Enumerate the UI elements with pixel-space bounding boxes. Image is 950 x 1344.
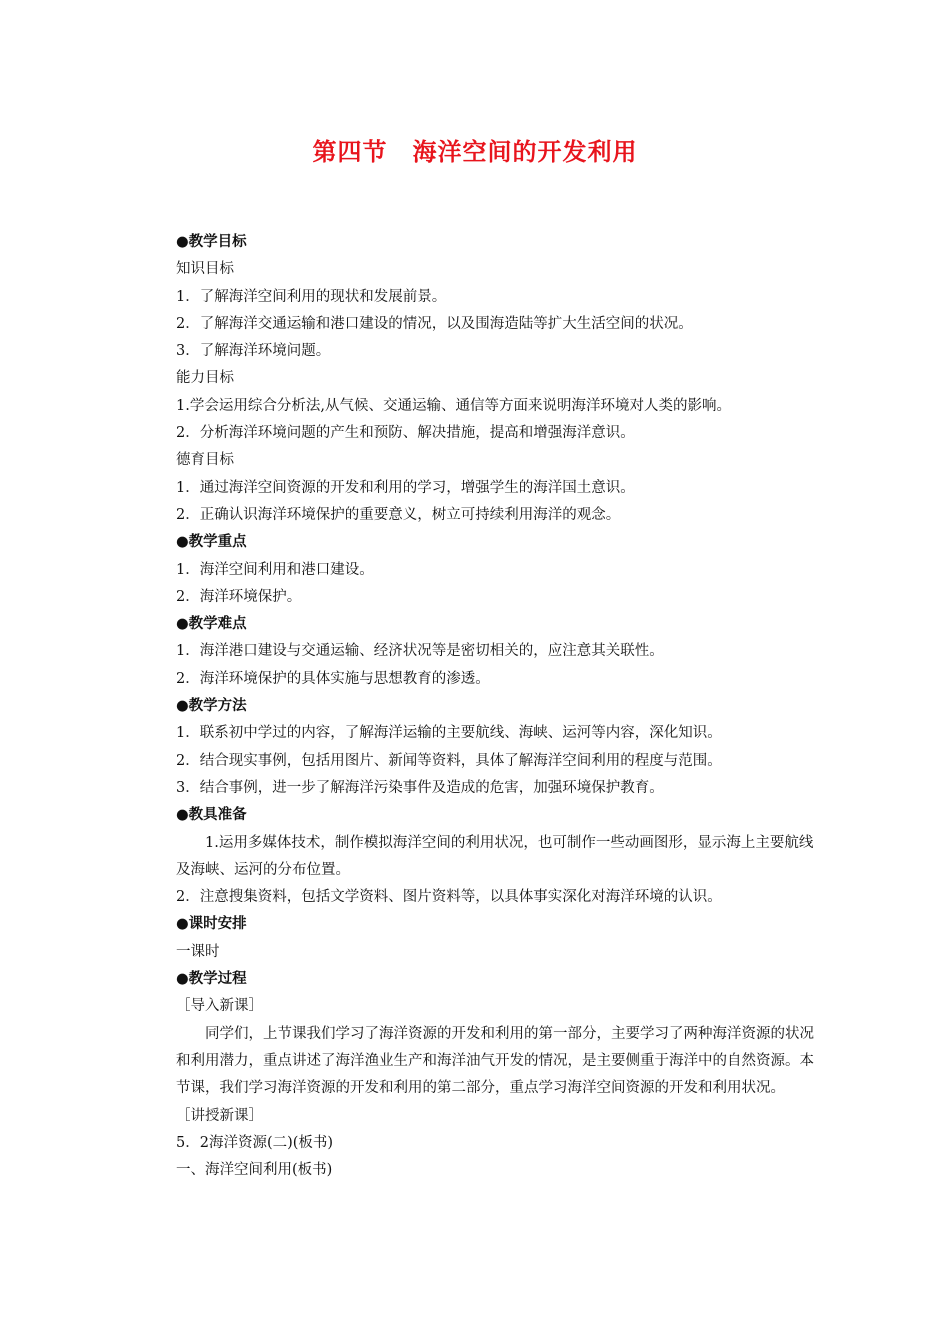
list-item: 3．结合事例，进一步了解海洋污染事件及造成的危害，加强环境保护教育。 [176, 779, 664, 796]
list-item: 2．海洋环境保护。 [176, 588, 302, 605]
subsection-tag: ［导入新课］ [176, 998, 263, 1015]
list-item: 2．了解海洋交通运输和港口建设的情况，以及围海造陆等扩大生活空间的状况。 [176, 315, 693, 332]
list-item: 2．海洋环境保护的具体实施与思想教育的渗透。 [176, 670, 490, 687]
paragraph: 同学们，上节课我们学习了海洋资源的开发和利用的第一部分，主要学习了两种海洋资源的状况和利用潜力，重点讲述了海洋渔业生产和海洋油气开发的情况，是主要侧重于海洋中的自然资源。本节课，我们学习海洋资源的开发和利用的第二部分，重点学习海洋空间资源的开发和利用状况。 [176, 1025, 814, 1097]
list-item: 3．了解海洋环境问题。 [176, 343, 331, 360]
section-heading-process: ●教学过程 [176, 971, 247, 988]
list-item: 1．海洋港口建设与交通运输、经济状况等是密切相关的，应注意其关联性。 [176, 643, 664, 660]
list-item: 1．通过海洋空间资源的开发和利用的学习，增强学生的海洋国土意识。 [176, 479, 635, 496]
list-item: 2．正确认识海洋环境保护的重要意义，树立可持续利用海洋的观念。 [176, 506, 621, 523]
section-heading-key: ●教学重点 [176, 534, 247, 551]
paragraph: 2．注意搜集资料，包括文学资料、图片资料等，以具体事实深化对海洋环境的认识。 [176, 889, 722, 906]
paragraph: 一课时 [176, 943, 220, 960]
subheading-ability: 能力目标 [176, 370, 234, 387]
section-heading-schedule: ●课时安排 [176, 916, 247, 933]
paragraph: 1.运用多媒体技术，制作模拟海洋空间的利用状况，也可制作一些动画图形，显示海上主要航线及海峡、运河的分布位置。 [176, 834, 814, 878]
section-heading-difficult: ●教学难点 [176, 616, 247, 633]
page-title: 第四节 海洋空间的开发利用 [312, 138, 638, 166]
list-item: 1．联系初中学过的内容，了解海洋运输的主要航线、海峡、运河等内容，深化知识。 [176, 725, 722, 742]
list-item: 1.学会运用综合分析法,从气候、交通运输、通信等方面来说明海洋环境对人类的影响。 [176, 397, 731, 414]
section-heading-tools: ●教具准备 [176, 807, 247, 824]
subsection-tag: ［讲授新课］ [176, 1107, 263, 1124]
section-heading-goals: ●教学目标 [176, 234, 247, 250]
paragraph: 5．2海洋资源(二)(板书) [176, 1134, 334, 1151]
document-body [176, 229, 816, 1184]
paragraph: 一、海洋空间利用(板书) [176, 1162, 333, 1179]
subheading-knowledge: 知识目标 [176, 261, 234, 278]
section-heading-method: ●教学方法 [176, 698, 247, 715]
list-item: 1．海洋空间利用和港口建设。 [176, 561, 374, 578]
list-item: 2．结合现实事例，包括用图片、新闻等资料，具体了解海洋空间利用的程度与范围。 [176, 752, 722, 769]
list-item: 2．分析海洋环境问题的产生和预防、解决措施，提高和增强海洋意识。 [176, 425, 635, 442]
subheading-moral: 德育目标 [176, 452, 234, 469]
list-item: 1．了解海洋空间利用的现状和发展前景。 [176, 288, 447, 305]
